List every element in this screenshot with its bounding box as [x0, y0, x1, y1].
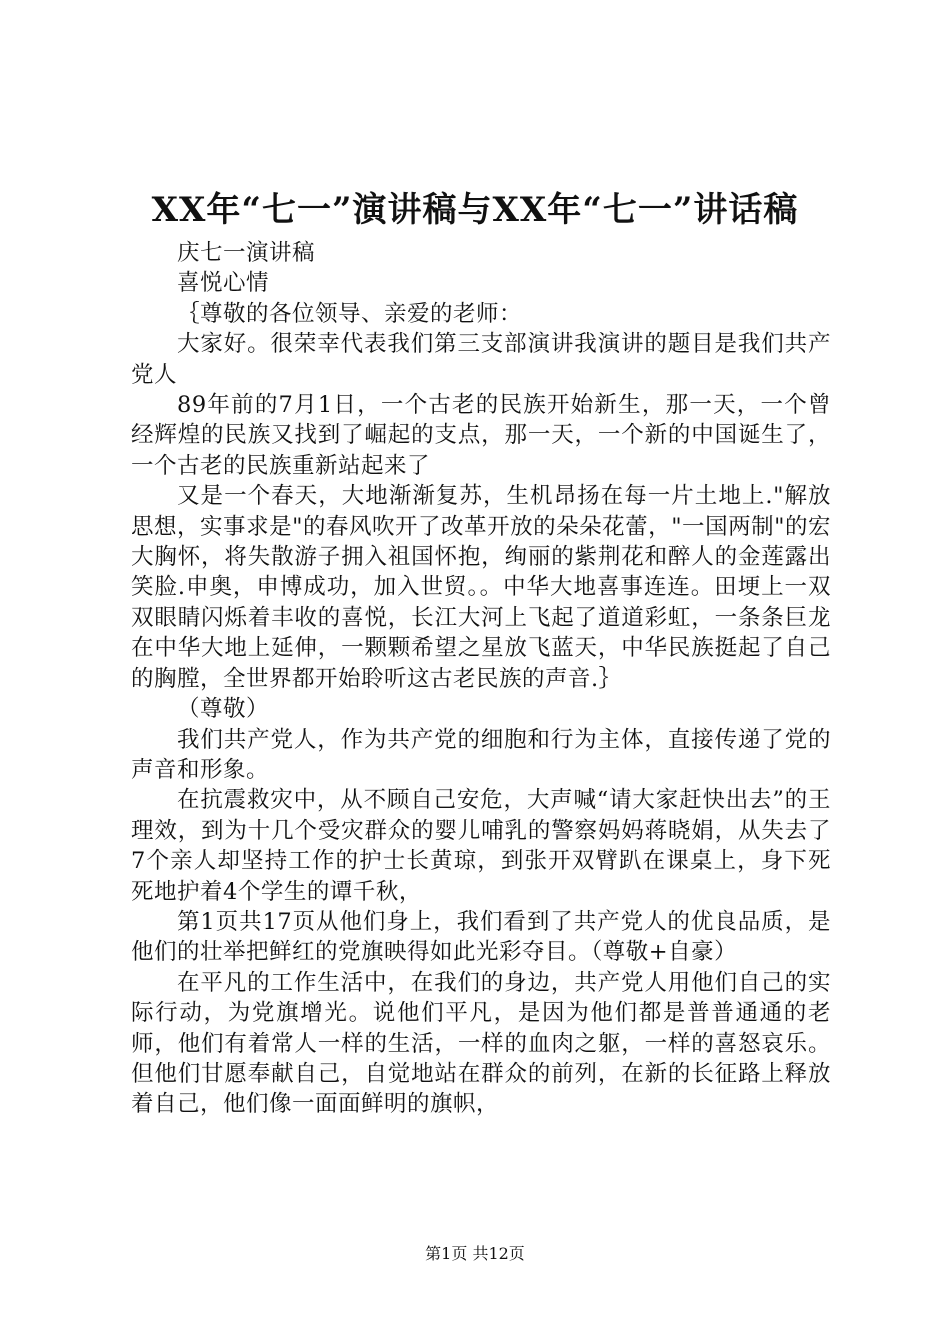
document-title: XX年“七一”演讲稿与XX年“七一”讲话稿 — [151, 190, 799, 230]
paragraph-6: 又是一个春天，大地渐渐复苏，生机昂扬在每一片土地上."解放思想，实事求是"的春风吹开了改革开放的朵朵花蕾，"一国两制"的宏大胸怀，将失散游子拥入祖国怀抱，绚丽的紫荆花和醉人的金莲露出笑脸.申奥，申博成功，加入世贸。。中华大地喜事连连。田埂上一双双眼睛闪烁着丰收的喜悦，长江大河上飞起了道道彩虹，一条条巨龙在中华大地上延伸，一颗颗希望之星放飞蓝天，中华民族挺起了自己的胸膛，全世界都开始聆听这古老民族的声音.｝ — [131, 483, 831, 692]
paragraph-5: 89年前的7月1日，一个古老的民族开始新生，那一天，一个曾经辉煌的民族又找到了崛起的支点，那一天，一个新的中国诞生了，一个古老的民族重新站起来了 — [131, 392, 831, 479]
paragraph-1: 庆七一演讲稿 — [177, 240, 316, 266]
paragraph-8: 我们共产党人，作为共产党的细胞和行为主体，直接传递了党的声音和形象。 — [131, 726, 831, 783]
paragraph-3: ｛尊敬的各位领导、亲爱的老师： — [177, 300, 523, 327]
paragraph-7: （尊敬） — [177, 696, 270, 723]
paragraph-11: 在平凡的工作生活中，在我们的身边，共产党人用他们自己的实际行动，为党旗增光。说他们平凡，是因为他们都是普普通通的老师，他们有着常人一样的生活，一样的血肉之躯，一样的喜怒哀乐。但他们甘愿奉献自己，自觉地站在群众的前列，在新的长征路上释放着自己，他们像一面面鲜明的旗帜， — [131, 969, 831, 1118]
paragraph-9: 在抗震救灾中，从不顾自己安危，大声喊“请大家赶快出去”的王理效，到为十几个受灾群众的婴儿哺乳的警察妈妈蒋晓娟，从失去了7个亲人却坚持工作的护士长黄琼，到张开双臂趴在课桌上，身下死死地护着4个学生的谭千秋， — [131, 787, 831, 905]
paragraph-2: 喜悦心情 — [177, 270, 270, 297]
document-body — [131, 238, 831, 1120]
paragraph-10: 第1页共17页从他们身上，我们看到了共产党人的优良品质，是他们的壮举把鲜红的党旗映得如此光彩夺目。（尊敬+自豪） — [131, 908, 831, 966]
page-footer: 第1页 共12页 — [425, 1244, 525, 1263]
paragraph-4: 大家好。很荣幸代表我们第三支部演讲我演讲的题目是我们共产党人 — [131, 331, 831, 388]
